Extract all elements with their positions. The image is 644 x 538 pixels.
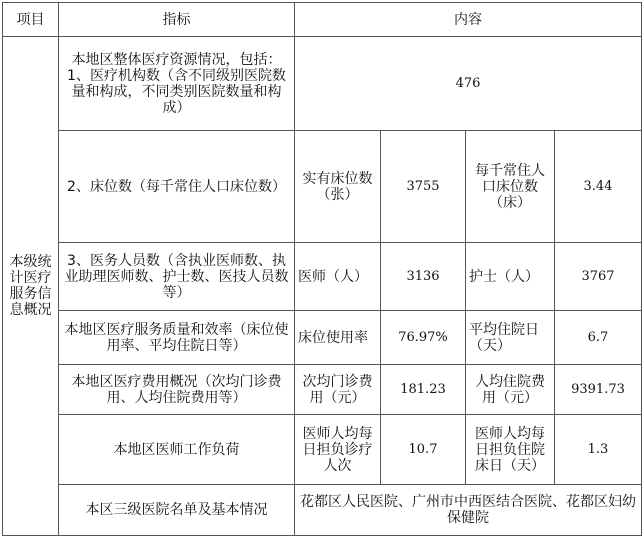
table-row [3,243,642,311]
value-cell: 6.7 [555,311,642,365]
indicator-cell: 2、床位数（每千常住人口床位数） [59,131,295,243]
table-row [3,415,642,485]
category-cell: 本级统计医疗服务信息概况 [3,37,59,536]
value-cell: 476 [295,37,642,131]
value-cell: 1.3 [555,415,642,485]
label-cell: 次均门诊费用（元） [295,365,381,415]
indicator-cell: 本地区医疗费用概况（次均门诊费用、人均住院费用等） [59,365,295,415]
label-cell: 每千常住人口床位数（床） [466,131,555,243]
medical-statistics-table [2,2,642,536]
label-cell: 人均住院费用（元） [466,365,555,415]
table-row [3,131,642,243]
indicator-cell: 本地区医师工作负荷 [59,415,295,485]
table-row [3,37,642,131]
header-content: 内容 [295,3,642,37]
value-cell: 3767 [555,243,642,311]
label-cell: 医师人均每日担负住院床日（天） [466,415,555,485]
value-cell: 3755 [381,131,466,243]
label-cell: 医师人均每日担负诊疗人次 [295,415,381,485]
header-item: 项目 [3,3,59,37]
value-cell: 3.44 [555,131,642,243]
label-cell: 护士（人） [466,243,555,311]
indicator-cell: 本地区医疗服务质量和效率（床位使用率、平均住院日等） [59,311,295,365]
label-cell: 平均住院日（天） [466,311,555,365]
table-row [3,485,642,536]
value-cell: 9391.73 [555,365,642,415]
value-cell: 10.7 [381,415,466,485]
label-cell: 实有床位数（张） [295,131,381,243]
value-cell: 76.97% [381,311,466,365]
indicator-cell: 本区三级医院名单及基本情况 [59,485,295,536]
header-row [3,3,642,37]
indicator-cell: 3、医务人员数（含执业医师数、执业助理医师数、护士数、医技人员数等） [59,243,295,311]
table-row [3,311,642,365]
indicator-cell: 本地区整体医疗资源情况，包括：1、医疗机构数（含不同级别医院数量和构成，不同类别医院数量和构成） [59,37,295,131]
header-indicator: 指标 [59,3,295,37]
value-cell: 181.23 [381,365,466,415]
table-row [3,365,642,415]
label-cell: 医师（人） [295,243,381,311]
value-cell: 花都区人民医院、广州市中西医结合医院、花都区妇幼保健院 [295,485,642,536]
value-cell: 3136 [381,243,466,311]
label-cell: 床位使用率 [295,311,381,365]
